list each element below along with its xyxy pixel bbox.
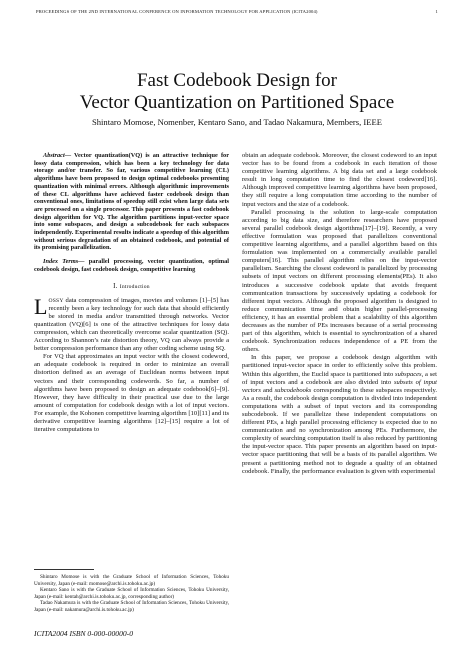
- running-head: [36, 9, 438, 14]
- right-paragraph-1: obtain an adequate codebook. Moreover, the closest codeword to an input vector has to be found from a codebook in each iteration of those competitive learning algorithms. A big data set and a large codebook result in long computation time to find the closest codeword[16]. Although improved competitive learning algorithms have been proposed, they still require a long computation time according to the number of input vectors and the size of a codebook.: [242, 152, 437, 208]
- p3-em-subspaces: subspaces: [395, 370, 422, 378]
- index-terms-text: — parallel processing, vector quantization, optimal codebook design, fast codebook design, competitive learning: [34, 258, 230, 273]
- footnote-nakamura: Tadao Nakamura is with the Graduate School of Information Sciences, Tohoku University, Japan (e-mail: nakamura@archi.is.tohoku.ac.jp): [34, 600, 229, 613]
- left-column: [34, 152, 229, 434]
- author-line: Shintaro Momose, Nomenber, Kentaro Sano, and Tadao Nakamura, Members, IEEE: [91, 117, 383, 127]
- p3-text-b: , a set of input vectors and a codebook are also divided into: [242, 370, 437, 386]
- right-paragraph-2: Parallel processing is the solution to large-scale computation according to big data size, and therefore researchers have proposed several parallel codebook design algorithms[17]–[19]. Recently, a very effective formulation was proposed that parallelizes conventional competitive learning algorithms, and a parallel algorithm based on this formulation was implemented on a commercially available parallel computers[16]. This parallel algorithm relies on the input-vector parallelism. Searching the closest codeword is parallelized by processing subsets of input vectors on different processing elements(PEs). It also introduces a successive codebook update that avoids frequent communication transactions by successively updating a codebook for different input vectors. Although the proposed algorithm is designed to reduce communication time and obtain higher parallel-processing efficiency, it has an essential problem that a scalability of this algorithm decreases as the number of PEs increases because of a serial processing part of this algorithm, which is essential to synchronization of a shared codebook. Synchronization reduces independence of a PE from the others.: [242, 208, 437, 354]
- abstract-text: — Vector quantization(VQ) is an attractive technique for lossy data compression, which has been a key technology for data storage and/or transfer. So far, various competitive learning (CL) algorithms have been proposed to design optimal codebooks presenting quantization with minimal errors. Although algorithmic improvements of these CL algorithms have achieved faster codebook design than conventional ones, limitations of speedup still exist when large data sets are processed on a single processor. This paper presents a fast codebook design algorithm for VQ. The algorithm partitions input-vector space into some subspaces, and design a subcodebook for each subspaces independently. Experimental results indicate a speedup of this algorithm without serious degradation of an obtained codebook, and potential of its promising parallelization.: [34, 152, 229, 252]
- intro-paragraph-1-text: data compression of images, movies and volumes [1]–[5] has recently been a key technology for such data that should efficiently be stored in media and/or transmitted through networks. Vector quantization (VQ)[6] is one of the attractive techniques for lossy data compression, which can theoretically overcome scalar quantization (SQ). According to Shannon’s rate distortion theory, VQ can always provide a better compression performance than any other coding scheme using SQ.: [34, 296, 229, 353]
- footnote-rule: [34, 569, 94, 570]
- intro-paragraph-1: [34, 293, 229, 354]
- p3-em-subsets: subsets of input vectors: [242, 378, 437, 394]
- title-line-1: Fast Codebook Design for: [136, 70, 337, 91]
- page-number: 1: [435, 9, 438, 14]
- right-paragraph-3: [242, 354, 437, 475]
- footnote-sano: Kentaro Sano is with the Graduate School of Information Sciences, Tohoku University, Japan (e-mail: kentah@archi.is.tohoku.ac.jp, corresponding author): [34, 587, 229, 600]
- abstract-lead: Abstract: [43, 152, 65, 159]
- footnotes: [34, 569, 229, 613]
- p3-text-a: In this paper, we propose a codebook design algorithm with partitioned input-vector space in order to efficiently solve this problem. Within this algorithm, the Euclid space is partitioned into: [242, 354, 437, 378]
- abstract: [34, 152, 229, 252]
- right-column: [242, 152, 437, 476]
- p3-text-c: and: [260, 386, 275, 394]
- index-terms: [34, 258, 229, 273]
- title-line-2: Vector Quantization on Partitioned Space: [79, 92, 395, 113]
- isbn-line: ICITA2004 ISBN 0-000-00000-0: [34, 629, 133, 638]
- footnote-momose: Shintaro Momose is with the Graduate School of Information Sciences, Tohoku University, Japan (e-mail: momose@archi.is.tohoku.ac.jp): [34, 574, 229, 587]
- intro-paragraph-2: For VQ that approximates an input vector with the closest codeword, an adequate codebook is required in order to minimize an overall distortion defined as an average of Euclidean norms between input vectors and their corresponding codewords. So far, a number of algorithms have been proposed to design an adequate codebook[6]–[9]. However, they have difficulty in their practical use due to the large amount of computation for codebook design with a lot of input vectors. For example, the Kohonen competitive learning algorithm [10][11] and its derivative competitive learning algorithms [12]–[15] require a lot of iterative computations to: [34, 353, 229, 434]
- index-terms-lead: Index Terms: [43, 258, 79, 266]
- p3-em-subcodebooks: subcodebooks: [274, 386, 312, 394]
- running-head-text: PROCEEDINGS OF THE 2ND INTERNATIONAL CONFERENCE ON INFORMATION TECHNOLOGY FOR APPLICATION (ICITA2004): [36, 9, 318, 14]
- paper-title: [0, 70, 474, 114]
- drop-cap-letter: L: [34, 293, 48, 319]
- drop-cap-smallcaps: OSSY: [48, 297, 64, 304]
- p3-text-d: corresponding to these subspaces respectively. As a result, the codebook design computation is divided into independent computations with a subset of input vectors and its corresponding subcodebook. If we parallelize these independent computations on different PEs, a high parallel processing efficiency is expected due to no communication and no synchronization among PEs. Furthermore, the complexity of searching computation itself is also reduced by partitioning the input-vector space. This paper presents an algorithm based on input-vector space partitioning that will be a basis of its parallel algorithm. We present a partitioning method not to degrade a quality of an obtained codebook. Finally, the performance evaluation is given with experimental: [242, 386, 438, 475]
- section-title: Introduction: [119, 283, 150, 290]
- section-heading-introduction: [34, 283, 229, 291]
- section-number: I.: [113, 282, 118, 290]
